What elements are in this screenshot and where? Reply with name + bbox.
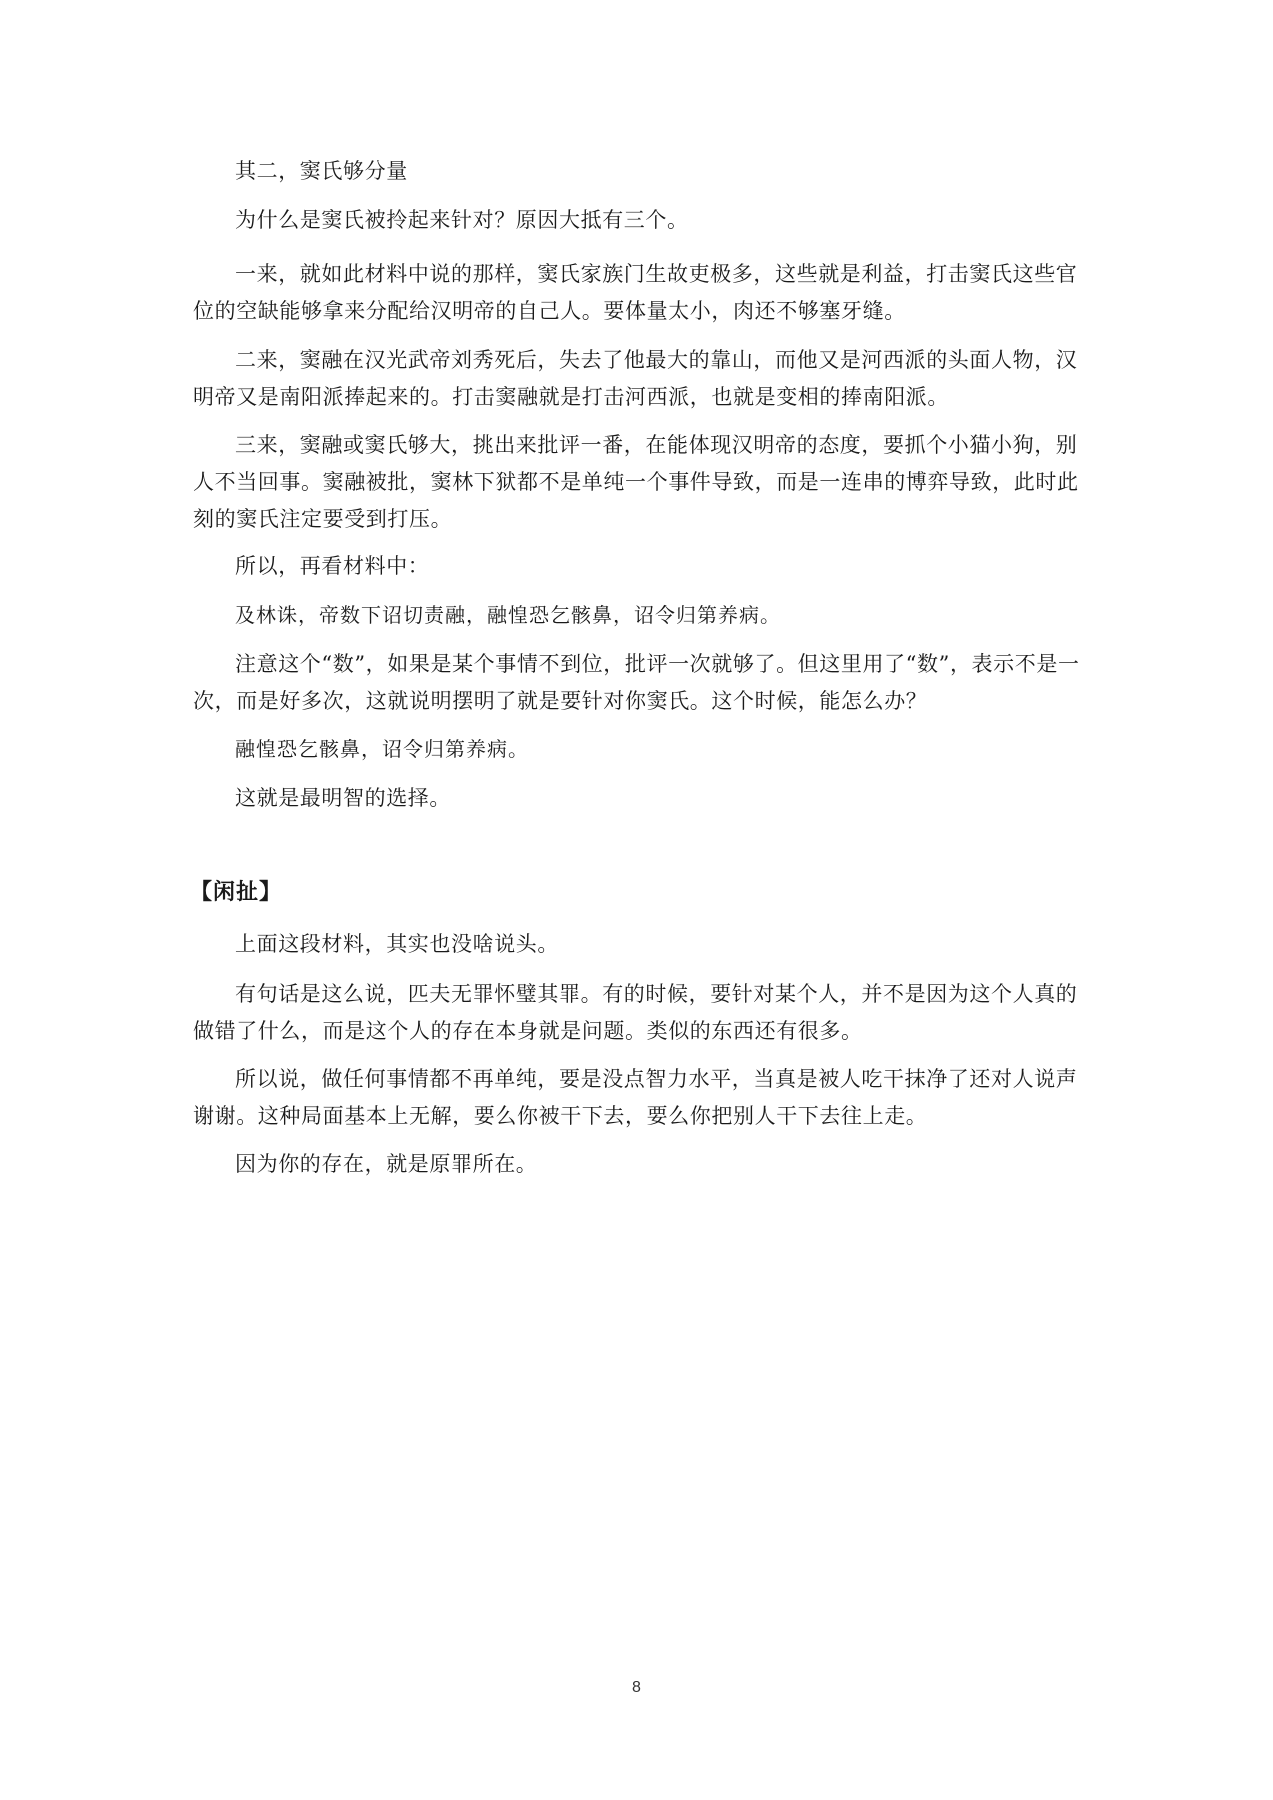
paragraph-aside-two: 有句话是这么说，匹夫无罪怀璧其罪。有的时候，要针对某个人，并不是因为这个人真的做错了什么，而是这个人的存在本身就是问题。类似的东西还有很多。 <box>193 982 1078 1043</box>
paragraph-note: 注意这个“数”，如果是某个事情不到位，批评一次就够了。但这里用了“数”，表示不是一次，而是好多次，这就说明摆明了就是要针对你窦氏。这个时候，能怎么办？ <box>193 652 1080 713</box>
section-subtitle: 其二，窦氏够分量 <box>235 159 408 183</box>
quote-excerpt-two: 融惶恐乞骸鼻，诏令归第养病。 <box>235 737 529 761</box>
paragraph-reason-two: 二来，窦融在汉光武帝刘秀死后，失去了他最大的靠山，而他又是河西派的头面人物，汉明帝又是南阳派捧起来的。打击窦融就是打击河西派，也就是变相的捧南阳派。 <box>193 348 1078 409</box>
paragraph-aside-three: 所以说，做任何事情都不再单纯，要是没点智力水平，当真是被人吃干抹净了还对人说声谢谢。这种局面基本上无解，要么你被干下去，要么你把别人干下去往上走。 <box>193 1067 1078 1128</box>
paragraph-aside-one: 上面这段材料，其实也没啥说头。 <box>235 932 559 956</box>
paragraph-aside-four: 因为你的存在，就是原罪所在。 <box>235 1152 538 1176</box>
paragraph-question: 为什么是窦氏被拎起来针对？原因大抵有三个。 <box>235 208 689 232</box>
quote-excerpt-one: 及林诛，帝数下诏切责融，融惶恐乞骸鼻，诏令归第养病。 <box>235 603 781 627</box>
page-number: 8 <box>632 1679 641 1696</box>
section-heading: 【闲扯】 <box>190 880 283 905</box>
paragraph-reason-three: 三来，窦融或窦氏够大，挑出来批评一番，在能体现汉明帝的态度，要抓个小猫小狗，别人不当回事。窦融被批，窦林下狱都不是单纯一个事件导致，而是一连串的博弈导致，此时此刻的窦氏注定要受到打压。 <box>193 433 1079 531</box>
paragraph-lead-in: 所以，再看材料中： <box>235 554 430 578</box>
paragraph-conclusion: 这就是最明智的选择。 <box>235 786 451 810</box>
paragraph-reason-one: 一来，就如此材料中说的那样，窦氏家族门生故吏极多，这些就是利益，打击窦氏这些官位的空缺能够拿来分配给汉明帝的自己人。要体量太小，肉还不够塞牙缝。 <box>193 262 1078 323</box>
